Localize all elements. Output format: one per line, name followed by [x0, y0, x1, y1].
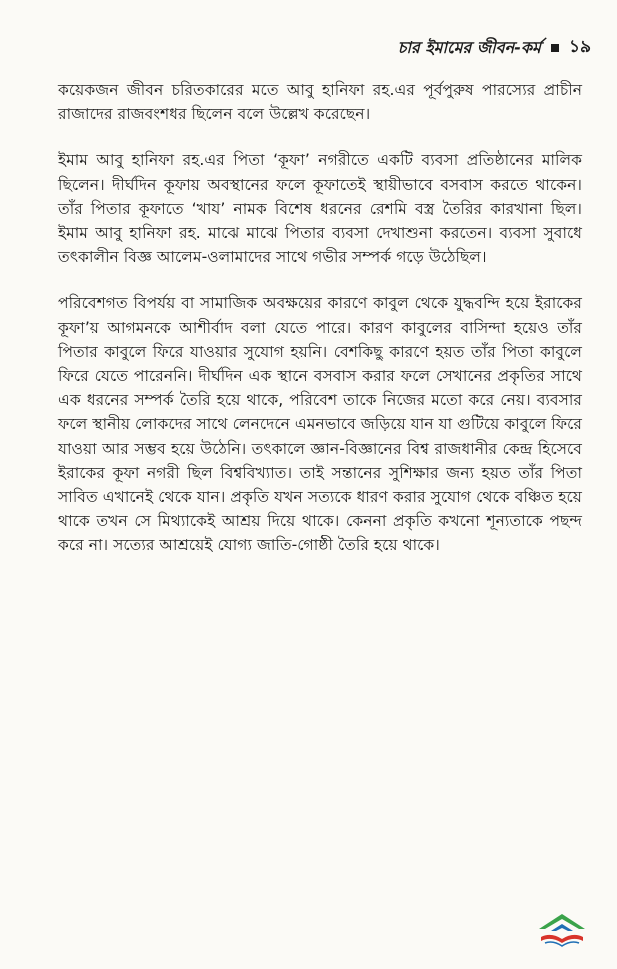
body-text — [58, 78, 582, 580]
header-title: চার ইমামের জীবন-কর্ম — [397, 37, 541, 57]
page-number: ১৯ — [568, 37, 591, 57]
publisher-logo — [535, 912, 589, 948]
paragraph-1: কয়েকজন জীবন চরিতকারের মতে আবু হানিফা রহ.এর পূর্বপুরুষ পারস্যের প্রাচীন রাজাদের রাজবংশধর ছিলেন বলে উল্লেখ করেছেন। — [58, 81, 582, 124]
header-square-bullet — [551, 44, 559, 52]
running-header — [398, 34, 591, 62]
paragraph-2: ইমাম আবু হানিফা রহ.এর পিতা ‘কূফা’ নগরীতে একটি ব্যবসা প্রতিষ্ঠানের মালিক ছিলেন। দীর্ঘদিন কূফায় অবস্থানের ফলে কূফাতেই স্থায়ীভাবে বসবাস করতে থাকেন। তাঁর পিতার কূফাতে ‘খায’ নামক বিশেষ ধরনের রেশমি বস্ত্র তৈরির কারখানা ছিল। ইমাম আবু হানিফা রহ. মাঝে মাঝে পিতার ব্যবসা দেখাশুনা করতেন। ব্যবসা সুবাধে তৎকালীন বিজ্ঞ আলেম-ওলামাদের সাথে গভীর সম্পর্ক গড়ে উঠেছিল। — [58, 151, 582, 267]
logo-inner-roof — [551, 924, 573, 931]
paragraph-3: পরিবেশগত বিপর্যয় বা সামাজিক অবক্ষয়ের কারণে কাবুল থেকে যুদ্ধবন্দি হয়ে ইরাকের কূফা’য় আগমনকে আশীর্বাদ বলা যেতে পারে। কারণ কাবুলের বাসিন্দা হয়েও তাঁর পিতার কাবুলে ফিরে যাওয়ার সুযোগ হয়নি। বেশকিছু কারণে হয়ত তাঁর পিতা কাবুলে ফিরে যেতে পারেননি। দীর্ঘদিন এক স্থানে বসবাস করার ফলে সেখানের প্রকৃতির সাথে এক ধরনের সম্পর্ক তৈরি হয়ে থাকে, পরিবেশ তাকে নিজের মতো করে নেয়। ব্যবসার ফলে স্থানীয় লোকদের সাথে লেনদেনে এমনভাবে জড়িয়ে যান যা গুটিয়ে কাবুলে ফিরে যাওয়া আর সম্ভব হয়ে উঠেনি। তৎকালে জ্ঞান-বিজ্ঞানের বিশ্ব রাজধানীর কেন্দ্র হিসেবে ইরাকের কূফা নগরী ছিল বিশ্ববিখ্যাত। তাই সন্তানের সুশিক্ষার জন্য হয়ত তাঁর পিতা সাবিত এখানেই থেকে যান। প্রকৃতি যখন সত্যকে ধারণ করার সুযোগ থেকে বঞ্চিত হয়ে থাকে তখন সে মিথ্যাকেই আশ্রয় দিয়ে থাকে। কেননা প্রকৃতি কখনো শূন্যতাকে পছন্দ করে না। সত্যের আশ্রয়েই যোগ্য জাতি-গোষ্ঠী তৈরি হয়ে থাকে। — [58, 294, 582, 555]
